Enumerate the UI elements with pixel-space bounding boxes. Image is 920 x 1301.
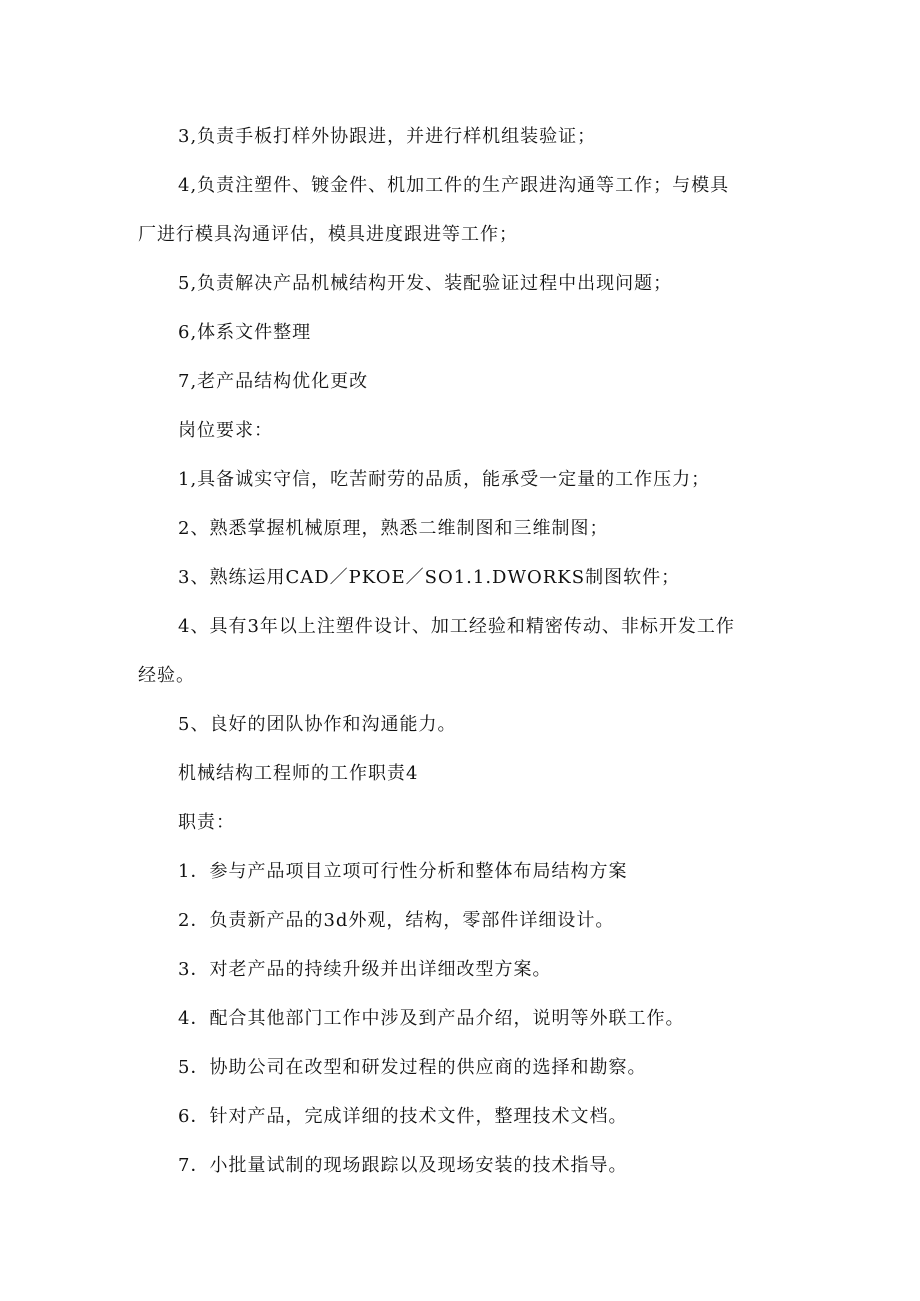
responsibilities-heading: 职责： [178, 812, 235, 833]
duty-item-3: 3,负责手板打样外协跟进，并进行样机组装验证； [178, 126, 597, 147]
document-body [138, 112, 778, 1190]
responsibility-item-1: 1．参与产品项目立项可行性分析和整体布局结构方案 [178, 861, 628, 882]
responsibility-item-6: 6．针对产品，完成详细的技术文件，整理技术文档。 [178, 1106, 628, 1127]
duty-item-4-line-2: 厂进行模具沟通评估，模具进度跟进等工作； [138, 224, 518, 245]
requirement-item-4-line-1: 4、具有3年以上注塑件设计、加工经验和精密传动、非标开发工作 [178, 616, 735, 637]
responsibility-item-7: 7．小批量试制的现场跟踪以及现场安装的技术指导。 [178, 1155, 628, 1176]
requirement-item-2: 2、熟悉掌握机械原理，熟悉二维制图和三维制图； [178, 518, 609, 539]
duty-item-6: 6,体系文件整理 [178, 322, 312, 343]
requirement-item-1: 1,具备诚实守信，吃苦耐劳的品质，能承受一定量的工作压力； [178, 469, 711, 490]
responsibility-item-2: 2．负责新产品的3d外观，结构，零部件详细设计。 [178, 910, 615, 931]
section-title: 机械结构工程师的工作职责4 [178, 763, 419, 784]
responsibility-item-5: 5．协助公司在改型和研发过程的供应商的选择和勘察。 [178, 1057, 647, 1078]
requirement-item-5: 5、良好的团队协作和沟通能力。 [178, 714, 457, 735]
requirements-heading: 岗位要求： [178, 420, 273, 441]
requirement-item-4-line-2: 经验。 [138, 665, 195, 686]
duty-item-7: 7,老产品结构优化更改 [178, 371, 369, 392]
responsibility-item-3: 3．对老产品的持续升级并出详细改型方案。 [178, 959, 552, 980]
duty-item-4-line-1: 4,负责注塑件、镀金件、机加工件的生产跟进沟通等工作；与模具 [178, 175, 730, 196]
requirement-item-3: 3、熟练运用CAD／PKOE／SO1.1.DWORKS制图软件； [178, 567, 681, 588]
responsibility-item-4: 4．配合其他部门工作中涉及到产品介绍，说明等外联工作。 [178, 1008, 685, 1029]
duty-item-5: 5,负责解决产品机械结构开发、装配验证过程中出现问题； [178, 273, 673, 294]
